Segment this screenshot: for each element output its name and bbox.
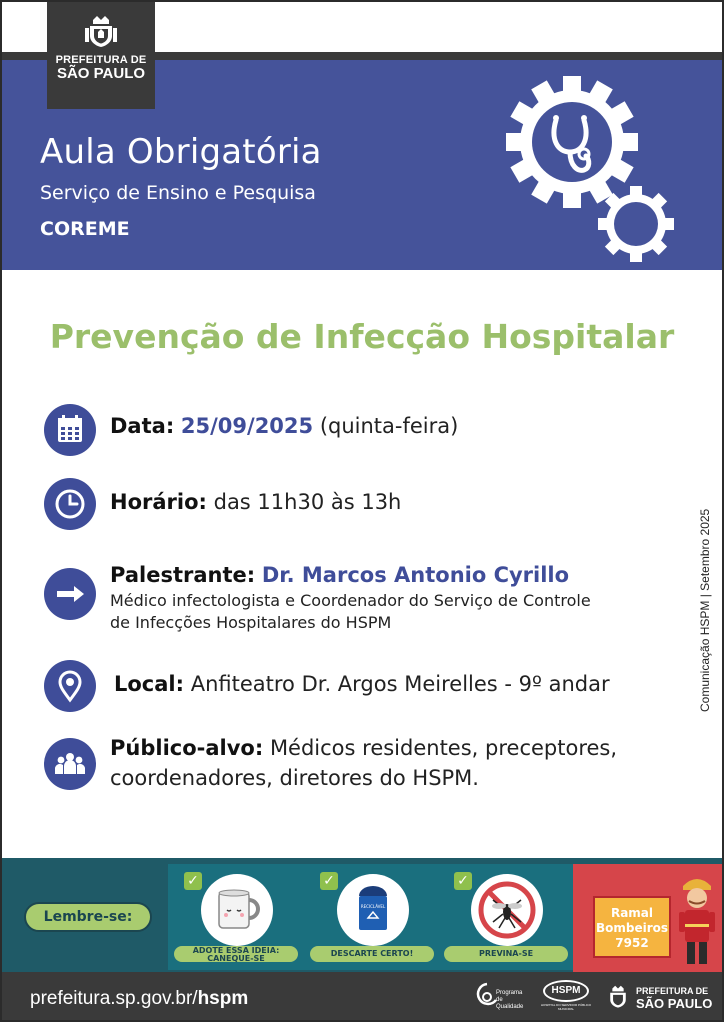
tile-caneca-caption — [174, 946, 298, 962]
audience-label: Público-alvo: — [110, 736, 264, 760]
date-value: 25/09/2025 — [180, 414, 314, 438]
date-weekday: (quinta-feira) — [319, 414, 459, 438]
lembre-badge: Lembre-se: — [24, 902, 152, 932]
fire-department-panel — [573, 864, 722, 972]
hspm-logo-sub: HOSPITAL DO SERVIDOR PÚBLICO MUNICIPAL — [540, 1003, 592, 1011]
mug-icon — [201, 874, 273, 946]
page-subtitle-coreme: COREME — [40, 218, 130, 240]
city-crest-icon — [606, 982, 630, 1012]
check-icon: ✓ — [184, 872, 202, 890]
prefeitura-footer-logo — [606, 982, 718, 1016]
tile1-line1: ADOTE ESSA IDEIA: — [192, 946, 280, 955]
site-url-plain: prefeitura.sp.gov.br/ — [30, 988, 198, 1009]
tile-previna — [438, 864, 574, 970]
tile-circle — [471, 874, 543, 946]
audience-value-line1: Médicos residentes, preceptores, — [269, 736, 618, 760]
quality-logo-text: Programa de Qualidade — [496, 990, 524, 1010]
time-label: Horário: — [110, 490, 207, 514]
hspm-logo — [540, 980, 592, 1016]
tile3-caption: PREVINA-SE — [444, 946, 568, 962]
tile-circle — [201, 874, 273, 946]
check-icon: ✓ — [454, 872, 472, 890]
tile-caneca — [168, 864, 304, 970]
time-value: das 11h30 às 13h — [213, 490, 402, 514]
site-url-bold: hspm — [197, 988, 249, 1009]
footer-logo-line1: PREFEITURA DE — [636, 986, 709, 996]
speaker-desc-line1: Médico infectologista e Coordenador do Serviço de Controle — [110, 591, 591, 610]
city-crest-icon — [84, 16, 118, 48]
calendar-icon — [44, 404, 96, 456]
recycle-bin-icon — [337, 874, 409, 946]
side-credit-text: Comunicação HSPM | Setembro 2025 — [698, 508, 712, 712]
poster: PREFEITURA DE SÃO PAULO Aula Obrigatória Serviço de Ensino e Pesquisa COREME Prevenção de Infecção Hospitalar Data: 25/09/2025 (quinta-feira) Horário: das 11h30 às 13h Palestrante: Dr. Marcos Antonio Cyrillo Médico infectologista e Coordenador do Serviço de Controle de Infecções Hospitalares do HSPM Local: Anfiteatro Dr. Argos Meirelles - 9º andar Público-alvo: Médicos residentes, preceptores, coordenadores, diretores do HSPM. Comunicação HSPM | Setembro 2025 Lembre-se: ✓ ADOTE ESSA IDEIA: CANEQUE-SE ✓ RECICLÁVEL DESCARTE CERTO! ✓ PREVINA-SE Ramal Bombeiros 7952 prefeitura.sp.gov.br/hspm Programa de Qualidade HSPM HOSPITAL DO SERVIDOR PÚBLICO MUNICIPAL PREFEITURA DE SÃO PAULO — [0, 0, 724, 1022]
fire-line3: 7952 — [615, 936, 649, 950]
prefeitura-badge — [47, 2, 155, 109]
speaker-desc-line2: de Infecções Hospitalares do HSPM — [110, 613, 392, 632]
bin-text: RECICLÁVEL — [360, 904, 386, 909]
people-group-icon — [44, 738, 96, 790]
site-url[interactable] — [30, 988, 248, 1010]
main-title: Prevenção de Infecção Hospitalar — [49, 317, 675, 356]
badge-line2: SÃO PAULO — [56, 65, 146, 82]
fire-ramal-sign — [593, 896, 671, 958]
fire-line1: Ramal — [610, 906, 654, 920]
tile1-line2: CANEQUE-SE — [207, 954, 265, 963]
audience-value-line2: coordenadores, diretores do HSPM. — [110, 766, 479, 790]
place-label: Local: — [114, 672, 185, 696]
gears-stethoscope-icon — [502, 72, 682, 272]
tile-circle — [337, 874, 409, 946]
badge-line1: PREFEITURA DE — [55, 54, 147, 66]
tile2-caption: DESCARTE CERTO! — [310, 946, 434, 962]
footer-logo-line2: SÃO PAULO — [636, 996, 713, 1011]
tile-descarte — [304, 864, 440, 970]
check-icon: ✓ — [320, 872, 338, 890]
speaker-label: Palestrante: — [110, 563, 256, 587]
page-subtitle: Serviço de Ensino e Pesquisa — [40, 182, 316, 204]
arrow-right-icon — [44, 568, 96, 620]
location-pin-icon — [44, 660, 96, 712]
page-title: Aula Obrigatória — [40, 132, 322, 172]
fire-line2: Bombeiros — [595, 921, 669, 935]
date-label: Data — [110, 414, 166, 438]
quality-program-logo — [476, 982, 532, 1014]
place-value: Anfiteatro Dr. Argos Meirelles - 9º andar — [190, 672, 610, 696]
speaker-name: Dr. Marcos Antonio Cyrillo — [261, 563, 570, 587]
quality-swirl-icon — [476, 982, 498, 1010]
firefighter-icon — [675, 870, 719, 970]
no-mosquito-icon — [471, 874, 543, 946]
hspm-logo-text: HSPM — [543, 980, 589, 1002]
clock-icon — [44, 478, 96, 530]
